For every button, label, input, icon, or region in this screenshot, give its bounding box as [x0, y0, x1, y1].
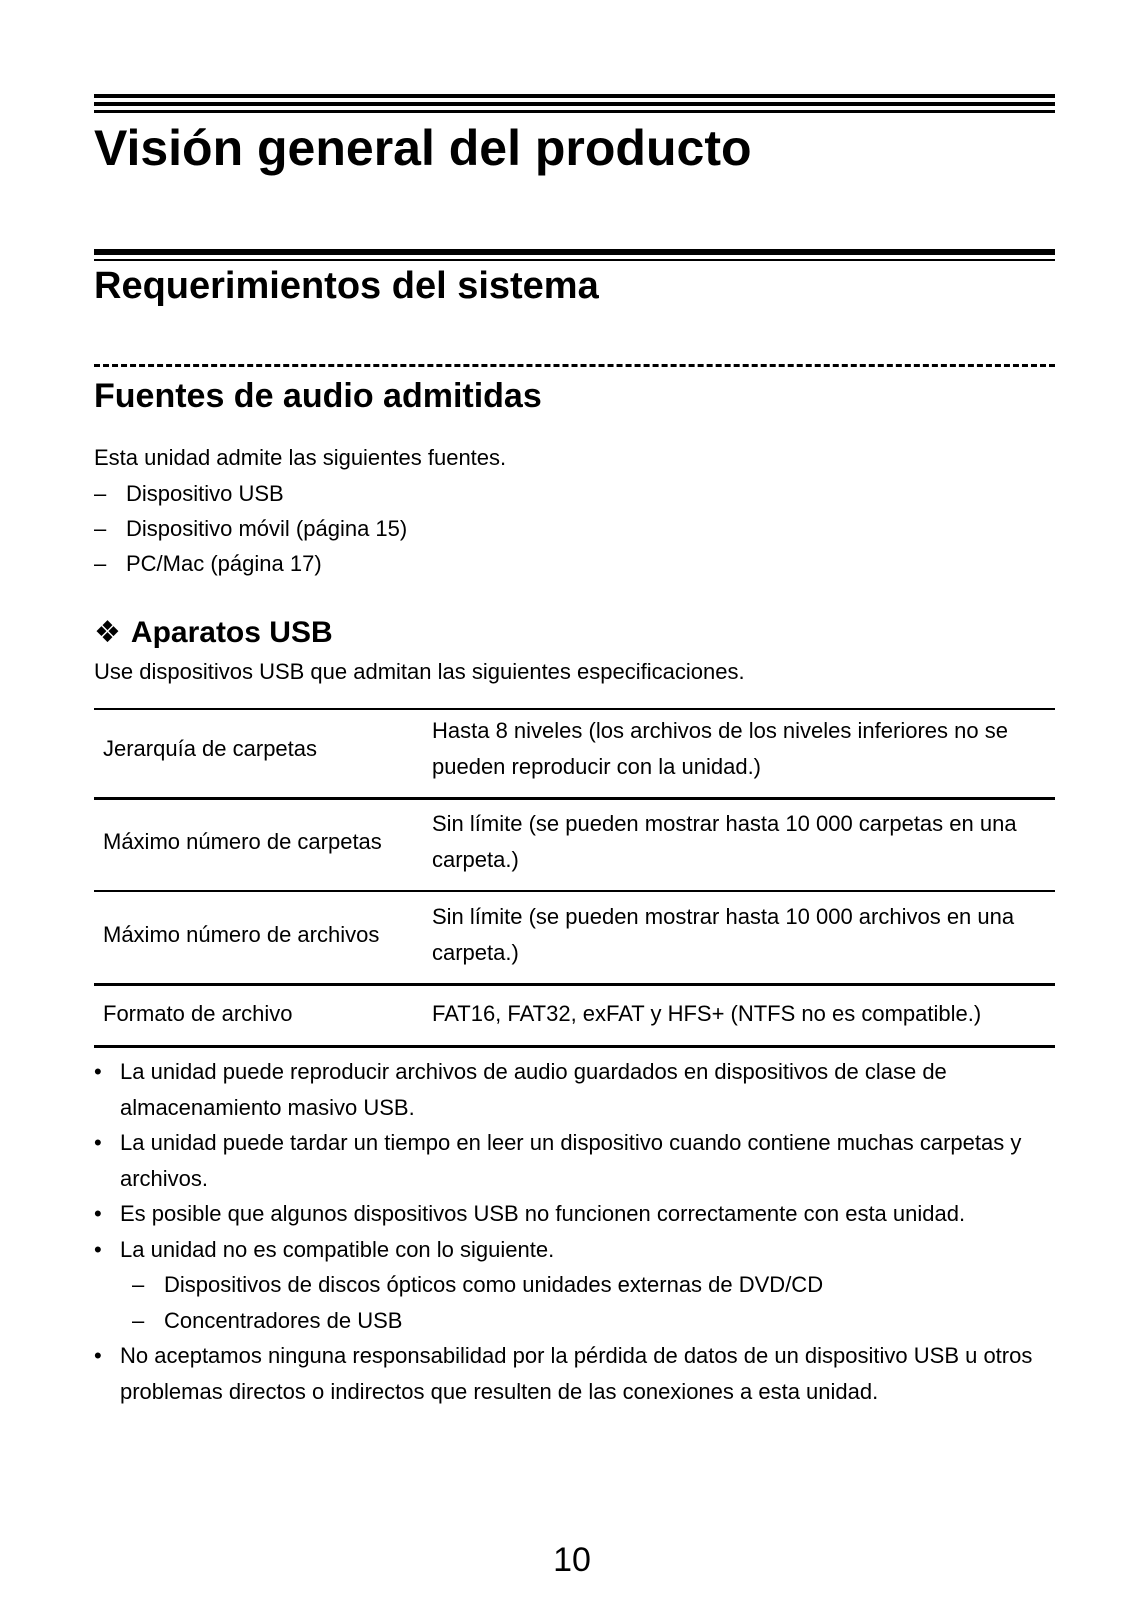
- usb-heading-label: Aparatos USB: [130, 616, 333, 649]
- note-text: La unidad no es compatible con lo siguiente.: [120, 1237, 555, 1262]
- section-rule-2: [94, 259, 1055, 261]
- title-rule-2: [94, 102, 1055, 106]
- bullet-icon: •: [94, 1237, 102, 1262]
- incompatible-label: Concentradores de USB: [164, 1308, 403, 1333]
- source-item: [94, 549, 694, 579]
- spec-label: Formato de archivo: [103, 1001, 293, 1026]
- usb-intro: Use dispositivos USB que admitan las siguientes especificaciones.: [94, 659, 745, 684]
- source-label: Dispositivo móvil (página 15): [126, 516, 408, 541]
- section-title: Requerimientos del sistema: [94, 265, 599, 307]
- note-text: Es posible que algunos dispositivos USB no funcionen correctamente con esta unidad.: [120, 1201, 966, 1226]
- note-item: [94, 1338, 1054, 1410]
- note-item: [94, 1125, 1054, 1197]
- page-number: 10: [553, 1541, 591, 1579]
- dash-mark: –: [132, 1272, 145, 1297]
- section-rule-1: [94, 249, 1055, 255]
- incompatible-label: Dispositivos de discos ópticos como unidades externas de DVD/CD: [164, 1272, 824, 1297]
- bullet-icon: •: [94, 1059, 102, 1084]
- source-label: Dispositivo USB: [126, 481, 284, 506]
- spec-value: Sin límite (se pueden mostrar hasta 10 000 archivos en una carpeta.): [432, 904, 1015, 965]
- incompatible-item: [132, 1303, 1032, 1339]
- spec-label: Máximo número de archivos: [103, 922, 380, 947]
- source-label: PC/Mac (página 17): [126, 551, 322, 576]
- spec-value: Sin límite (se pueden mostrar hasta 10 000 carpetas en una carpeta.): [432, 811, 1017, 872]
- note-item: [94, 1196, 1054, 1232]
- intro-text: Esta unidad admite las siguientes fuentes.: [94, 445, 507, 470]
- table-bottom-rule: [94, 1045, 1055, 1048]
- usb-heading: [94, 614, 333, 652]
- bullet-icon: •: [94, 1201, 102, 1226]
- title-rule-3: [94, 110, 1055, 113]
- spec-value: Hasta 8 niveles (los archivos de los niveles inferiores no se pueden reproducir con la unidad.): [432, 718, 1008, 779]
- note-text: La unidad puede reproducir archivos de audio guardados en dispositivos de clase de almacenamiento masivo USB.: [120, 1059, 947, 1120]
- bullet-icon: •: [94, 1343, 102, 1368]
- table-row-rule: [94, 890, 1055, 892]
- table-row-rule: [94, 797, 1055, 800]
- subsection-title: Fuentes de audio admitidas: [94, 377, 542, 415]
- source-item: [94, 479, 694, 509]
- note-text: La unidad puede tardar un tiempo en leer un dispositivo cuando contiene muchas carpetas y archivos.: [120, 1130, 1022, 1191]
- source-item: [94, 514, 694, 544]
- note-item: [94, 1232, 1054, 1268]
- note-item: [94, 1054, 1054, 1126]
- dash-mark: –: [94, 481, 107, 506]
- diamond-icon: ❖: [94, 616, 121, 649]
- table-top-rule: [94, 708, 1055, 710]
- page-title: Visión general del producto: [94, 120, 752, 176]
- bullet-icon: •: [94, 1130, 102, 1155]
- note-text: No aceptamos ninguna responsabilidad por la pérdida de datos de un dispositivo USB u otros problemas directos o indirectos que resulten de las conexiones a esta unidad.: [120, 1343, 1033, 1404]
- spec-label: Jerarquía de carpetas: [103, 736, 318, 761]
- dash-mark: –: [132, 1308, 145, 1333]
- spec-label: Máximo número de carpetas: [103, 829, 382, 854]
- incompatible-item: [132, 1267, 1032, 1303]
- table-row-rule: [94, 983, 1055, 986]
- dash-mark: –: [94, 551, 107, 576]
- spec-value: FAT16, FAT32, exFAT y HFS+ (NTFS no es compatible.): [432, 1001, 982, 1026]
- dashed-divider: [94, 364, 1055, 367]
- title-rule-1: [94, 94, 1055, 98]
- dash-mark: –: [94, 516, 107, 541]
